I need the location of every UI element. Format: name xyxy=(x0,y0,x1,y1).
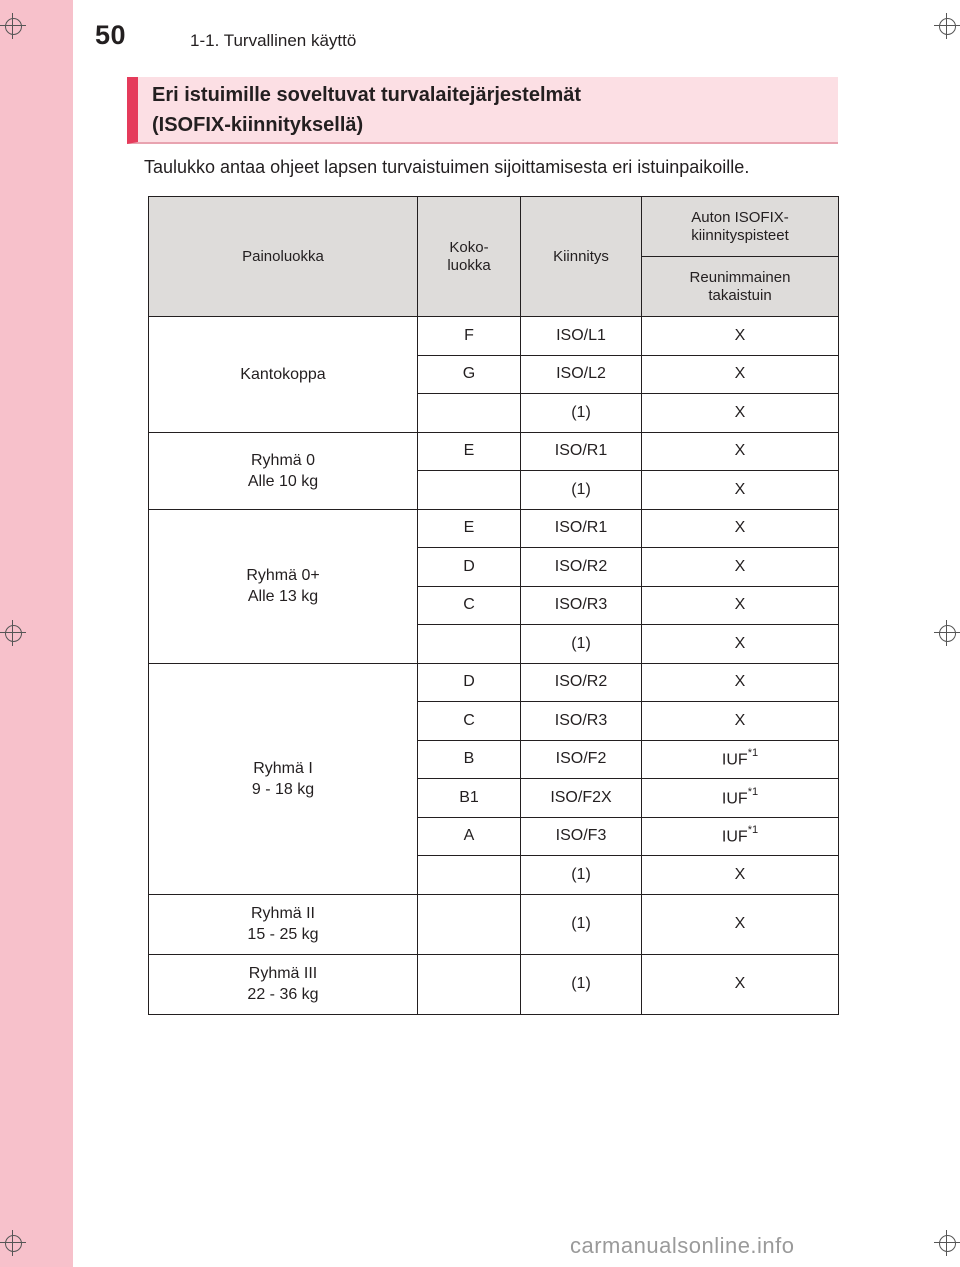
header-anchors-line-1: Auton ISOFIX- xyxy=(691,208,789,226)
fixture-cell: ISO/R1 xyxy=(521,509,642,548)
footnote-marker: *1 xyxy=(747,824,759,837)
size-class-cell: A xyxy=(418,817,521,856)
size-class-cell: C xyxy=(418,702,521,741)
suitability-value: X xyxy=(734,480,746,498)
group-weight: 9 - 18 kg xyxy=(251,780,315,798)
section-title-line-1: Eri istuimille soveltuvat turvalaitejärjestelmät xyxy=(152,84,582,106)
table-row xyxy=(149,317,839,356)
fixture-cell: ISO/L1 xyxy=(521,317,642,356)
suitability-value: X xyxy=(734,403,746,421)
group-weight: 15 - 25 kg xyxy=(247,926,319,943)
group-weight: Alle 10 kg xyxy=(247,472,319,490)
group-name: Ryhmä 0+ xyxy=(246,567,320,584)
fixture-cell: (1) xyxy=(521,954,642,1014)
suitability-value: X xyxy=(734,557,746,575)
suitability-value: IUF xyxy=(721,789,748,807)
header-size-class xyxy=(418,197,521,317)
registration-mark-icon xyxy=(0,1230,26,1256)
size-class-cell: E xyxy=(418,509,521,548)
size-class-cell xyxy=(418,954,521,1014)
fixture-cell: (1) xyxy=(521,394,642,433)
footnote-marker: *1 xyxy=(747,747,759,760)
group-name-cell xyxy=(149,317,418,433)
fixture-cell: ISO/F2 xyxy=(521,740,642,779)
outer-seat-cell xyxy=(642,894,839,954)
size-class-cell xyxy=(418,471,521,510)
suitability-value: X xyxy=(734,711,746,729)
fixture-cell: (1) xyxy=(521,625,642,664)
outer-seat-cell xyxy=(642,548,839,587)
outer-seat-cell xyxy=(642,702,839,741)
fixture-cell: ISO/R3 xyxy=(521,702,642,741)
outer-seat-cell xyxy=(642,432,839,471)
size-class-cell: C xyxy=(418,586,521,625)
table-row xyxy=(149,432,839,471)
size-class-cell: D xyxy=(418,663,521,702)
outer-seat-cell xyxy=(642,394,839,433)
outer-seat-cell xyxy=(642,954,839,1014)
suitability-value: X xyxy=(734,596,746,614)
suitability-value: X xyxy=(734,442,746,460)
fixture-cell: ISO/F2X xyxy=(521,779,642,818)
page-number: 50 xyxy=(95,20,127,50)
outer-seat-cell xyxy=(642,740,839,779)
footnote-marker: *1 xyxy=(747,785,759,798)
intro-text: Taulukko antaa ohjeet lapsen turvaistuimen sijoittamisesta eri istuinpaikoille. xyxy=(144,157,750,177)
outer-seat-cell xyxy=(642,663,839,702)
group-name-cell xyxy=(149,894,418,954)
table-row xyxy=(149,509,839,548)
header-outer-seat-line-2: takaistuin xyxy=(708,286,772,304)
suitability-value: X xyxy=(734,326,746,344)
header-weight-class: Painoluokka xyxy=(149,197,418,317)
suitability-value: X xyxy=(734,975,746,992)
size-class-cell: G xyxy=(418,355,521,394)
outer-seat-cell xyxy=(642,471,839,510)
size-class-cell: D xyxy=(418,548,521,587)
header-size-class-line-2: luokka xyxy=(447,256,491,274)
outer-seat-cell xyxy=(642,817,839,856)
header-anchors xyxy=(642,197,839,257)
size-class-cell: F xyxy=(418,317,521,356)
size-class-cell: B xyxy=(418,740,521,779)
outer-seat-cell xyxy=(642,856,839,895)
outer-seat-cell xyxy=(642,779,839,818)
header-fixture: Kiinnitys xyxy=(521,197,642,317)
group-name: Ryhmä II xyxy=(250,905,315,922)
suitability-value: X xyxy=(734,365,746,383)
fixture-cell: ISO/F3 xyxy=(521,817,642,856)
size-class-cell xyxy=(418,625,521,664)
group-name: Ryhmä I xyxy=(253,759,313,777)
table-body xyxy=(149,317,839,1015)
group-name: Ryhmä III xyxy=(248,965,318,982)
registration-mark-icon xyxy=(934,13,960,39)
group-name-cell xyxy=(149,432,418,509)
header-outer-seat-line-1: Reunimmainen xyxy=(689,268,791,286)
fixture-cell: ISO/L2 xyxy=(521,355,642,394)
outer-seat-cell xyxy=(642,509,839,548)
fixture-cell: ISO/R3 xyxy=(521,586,642,625)
fixture-cell: ISO/R2 xyxy=(521,548,642,587)
chapter-title: 1-1. Turvallinen käyttö xyxy=(190,31,357,50)
outer-seat-cell xyxy=(642,586,839,625)
table-row xyxy=(149,954,839,1014)
suitability-value: X xyxy=(734,519,746,537)
watermark: carmanualsonline.info xyxy=(570,1233,795,1258)
group-name: Kantokoppa xyxy=(240,365,326,383)
outer-seat-cell xyxy=(642,625,839,664)
size-class-cell xyxy=(418,894,521,954)
fixture-cell: (1) xyxy=(521,894,642,954)
suitability-value: X xyxy=(734,865,746,883)
table-row xyxy=(149,894,839,954)
fixture-cell: ISO/R2 xyxy=(521,663,642,702)
size-class-cell: E xyxy=(418,432,521,471)
isofix-table xyxy=(148,196,839,1015)
fixture-cell: ISO/R1 xyxy=(521,432,642,471)
size-class-cell xyxy=(418,394,521,433)
registration-mark-icon xyxy=(0,620,26,646)
suitability-value: IUF xyxy=(721,828,748,846)
header-anchors-line-2: kiinnityspisteet xyxy=(691,226,789,244)
size-class-cell xyxy=(418,856,521,895)
group-weight: 22 - 36 kg xyxy=(247,986,319,1003)
suitability-value: X xyxy=(734,673,746,691)
header-size-class-line-1: Koko- xyxy=(449,238,489,256)
fixture-cell: (1) xyxy=(521,471,642,510)
registration-mark-icon xyxy=(0,13,26,39)
group-name: Ryhmä 0 xyxy=(250,451,316,469)
size-class-cell: B1 xyxy=(418,779,521,818)
header-outer-seat xyxy=(642,257,839,317)
fixture-cell: (1) xyxy=(521,856,642,895)
group-name-cell xyxy=(149,663,418,894)
section-title-line-2: (ISOFIX-kiinnityksellä) xyxy=(152,114,364,136)
group-name-cell xyxy=(149,509,418,663)
group-name-cell xyxy=(149,954,418,1014)
group-weight: Alle 13 kg xyxy=(247,588,319,605)
table-row xyxy=(149,663,839,702)
suitability-value: IUF xyxy=(721,751,748,769)
section-heading xyxy=(127,77,838,144)
registration-mark-icon xyxy=(934,1230,960,1256)
outer-seat-cell xyxy=(642,355,839,394)
suitability-value: X xyxy=(734,915,746,932)
registration-mark-icon xyxy=(934,620,960,646)
suitability-value: X xyxy=(734,634,746,652)
outer-seat-cell xyxy=(642,317,839,356)
